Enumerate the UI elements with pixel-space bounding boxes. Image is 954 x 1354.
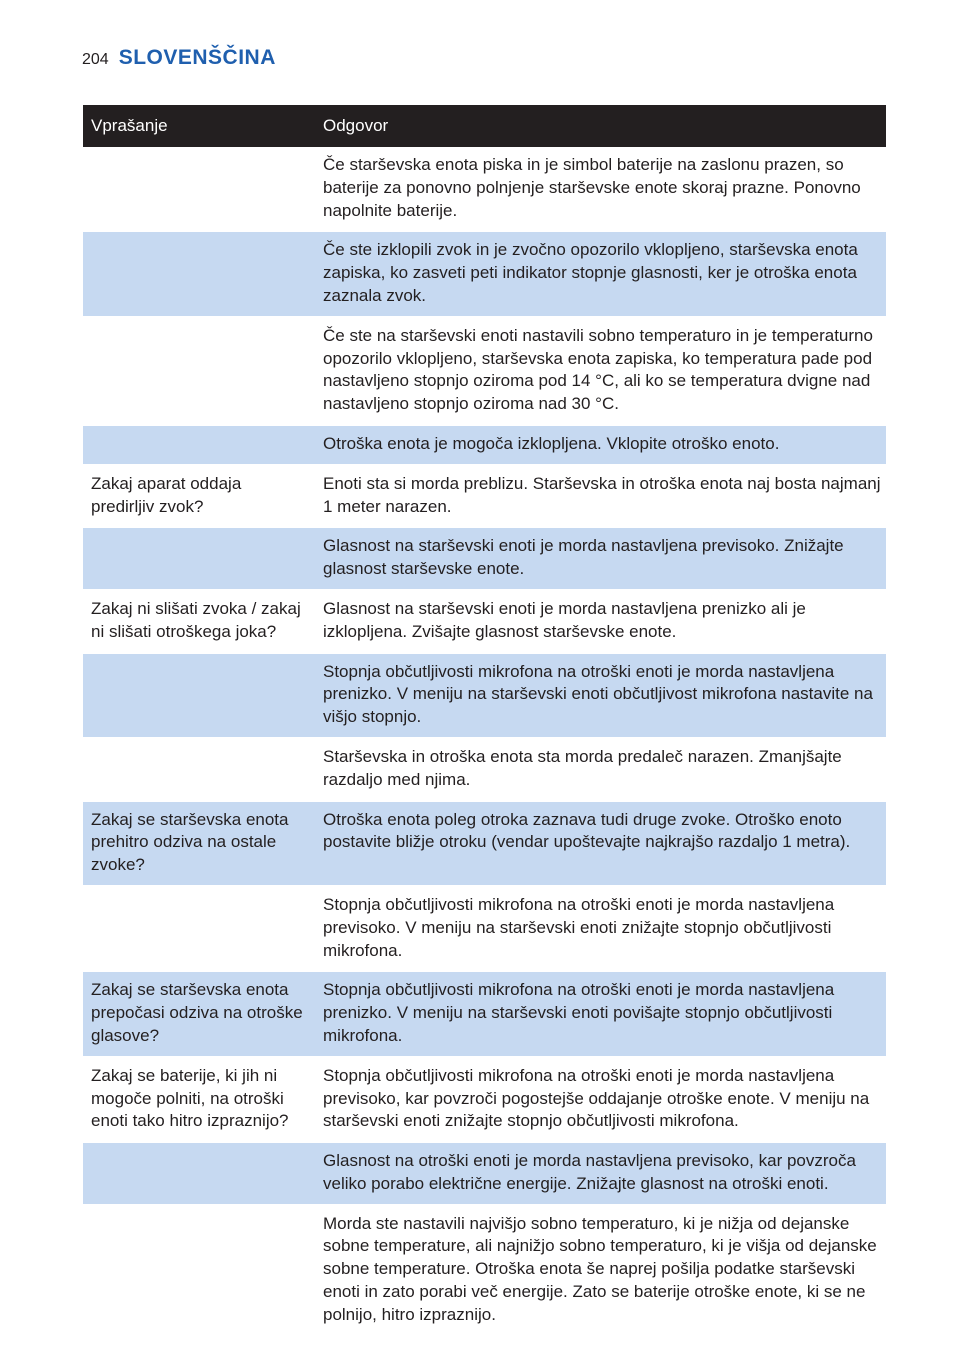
troubleshooting-table xyxy=(83,105,886,1337)
page-number: 204 xyxy=(82,51,109,68)
table-row xyxy=(83,465,886,528)
table-header-row xyxy=(83,105,886,147)
question-cell: Zakaj ni slišati zvoka / zakaj ni slišati otroškega joka? xyxy=(83,590,315,653)
answer-cell: Če ste izklopili zvok in je zvočno opozorilo vklopljeno, starševska enota zapiska, ko zasveti peti indikator stopnje glasnosti, ker je otroška enota zaznala zvok. xyxy=(315,231,886,316)
table-row xyxy=(83,231,886,316)
column-header-answer: Odgovor xyxy=(315,105,886,147)
answer-cell: Starševska in otroška enota sta morda predaleč narazen. Zmanjšajte razdaljo med njima. xyxy=(315,738,886,801)
page-header xyxy=(82,46,276,70)
question-cell xyxy=(83,886,315,971)
answer-cell: Otroška enota poleg otroka zaznava tudi druge zvoke. Otroško enoto postavite bližje otroku (vendar upoštevajte najkrajšo razdaljo 1 metra). xyxy=(315,801,886,886)
table-row xyxy=(83,886,886,971)
answer-cell: Če ste na starševski enoti nastavili sobno temperaturo in je temperaturno opozorilo vklopljeno, starševska enota zapiska, ko temperatura pade pod nastavljeno stopnjo oziroma pod 14 °C, ali ko se temperatura dvigne nad nastavljeno stopnjo oziroma nad 30 °C. xyxy=(315,317,886,425)
table-body xyxy=(83,147,886,1336)
answer-cell: Stopnja občutljivosti mikrofona na otroški enoti je morda nastavljena prenizko. V meniju na starševski enoti občutljivost mikrofona nastavite na višjo stopnjo. xyxy=(315,653,886,738)
table-row xyxy=(83,971,886,1056)
question-cell xyxy=(83,653,315,738)
answer-cell: Morda ste nastavili najvišjo sobno temperaturo, ki je nižja od dejanske sobne temperature, ali najnižjo sobno temperaturo, ki je višja od dejanske sobne temperature. Otroška enota še naprej pošilja podatke starševski enoti in zato porabi več energije. Zato se baterije otroške enote, ki se ne polnijo, hitro izpraznijo. xyxy=(315,1205,886,1336)
answer-cell: Otroška enota je mogoča izklopljena. Vklopite otroško enoto. xyxy=(315,425,886,465)
answer-cell: Stopnja občutljivosti mikrofona na otroški enoti je morda nastavljena previsoko, kar povzroči pogostejše oddajanje otroške enote. V meniju na starševski enoti znižajte stopnjo občutljivosti mikrofona. xyxy=(315,1057,886,1142)
question-cell: Zakaj se baterije, ki jih ni mogoče polniti, na otroški enoti tako hitro izpraznijo? xyxy=(83,1057,315,1142)
question-cell xyxy=(83,527,315,590)
table-row xyxy=(83,425,886,465)
question-cell xyxy=(83,231,315,316)
question-cell xyxy=(83,1142,315,1205)
question-cell: Zakaj aparat oddaja predirljiv zvok? xyxy=(83,465,315,528)
question-cell: Zakaj se starševska enota prehitro odziva na ostale zvoke? xyxy=(83,801,315,886)
answer-cell: Stopnja občutljivosti mikrofona na otroški enoti je morda nastavljena previsoko. V meniju na starševski enoti znižajte stopnjo občutljivosti mikrofona. xyxy=(315,886,886,971)
answer-cell: Stopnja občutljivosti mikrofona na otroški enoti je morda nastavljena prenizko. V meniju na starševski enoti povišajte stopnjo občutljivosti mikrofona. xyxy=(315,971,886,1056)
table-row xyxy=(83,527,886,590)
table-row xyxy=(83,1205,886,1336)
table-row xyxy=(83,801,886,886)
table-row xyxy=(83,738,886,801)
answer-cell: Glasnost na otroški enoti je morda nastavljena previsoko, kar povzroča veliko porabo električne energije. Znižajte glasnost na otroški enoti. xyxy=(315,1142,886,1205)
column-header-question: Vprašanje xyxy=(83,105,315,147)
question-cell xyxy=(83,1205,315,1336)
question-cell xyxy=(83,147,315,231)
table-row xyxy=(83,653,886,738)
table-row xyxy=(83,317,886,425)
table-row xyxy=(83,590,886,653)
table-row xyxy=(83,1057,886,1142)
answer-cell: Glasnost na starševski enoti je morda nastavljena prenizko ali je izklopljena. Zvišajte glasnost starševske enote. xyxy=(315,590,886,653)
table-row xyxy=(83,1142,886,1205)
table-row xyxy=(83,147,886,231)
question-cell: Zakaj se starševska enota prepočasi odziva na otroške glasove? xyxy=(83,971,315,1056)
question-cell xyxy=(83,738,315,801)
answer-cell: Če starševska enota piska in je simbol baterije na zaslonu prazen, so baterije za ponovno polnjenje starševske enote skoraj prazne. Ponovno napolnite baterije. xyxy=(315,147,886,231)
question-cell xyxy=(83,317,315,425)
answer-cell: Enoti sta si morda preblizu. Starševska in otroška enota naj bosta najmanj 1 meter narazen. xyxy=(315,465,886,528)
answer-cell: Glasnost na starševski enoti je morda nastavljena previsoko. Znižajte glasnost starševske enote. xyxy=(315,527,886,590)
question-cell xyxy=(83,425,315,465)
section-title: SLOVENŠČINA xyxy=(118,46,276,69)
